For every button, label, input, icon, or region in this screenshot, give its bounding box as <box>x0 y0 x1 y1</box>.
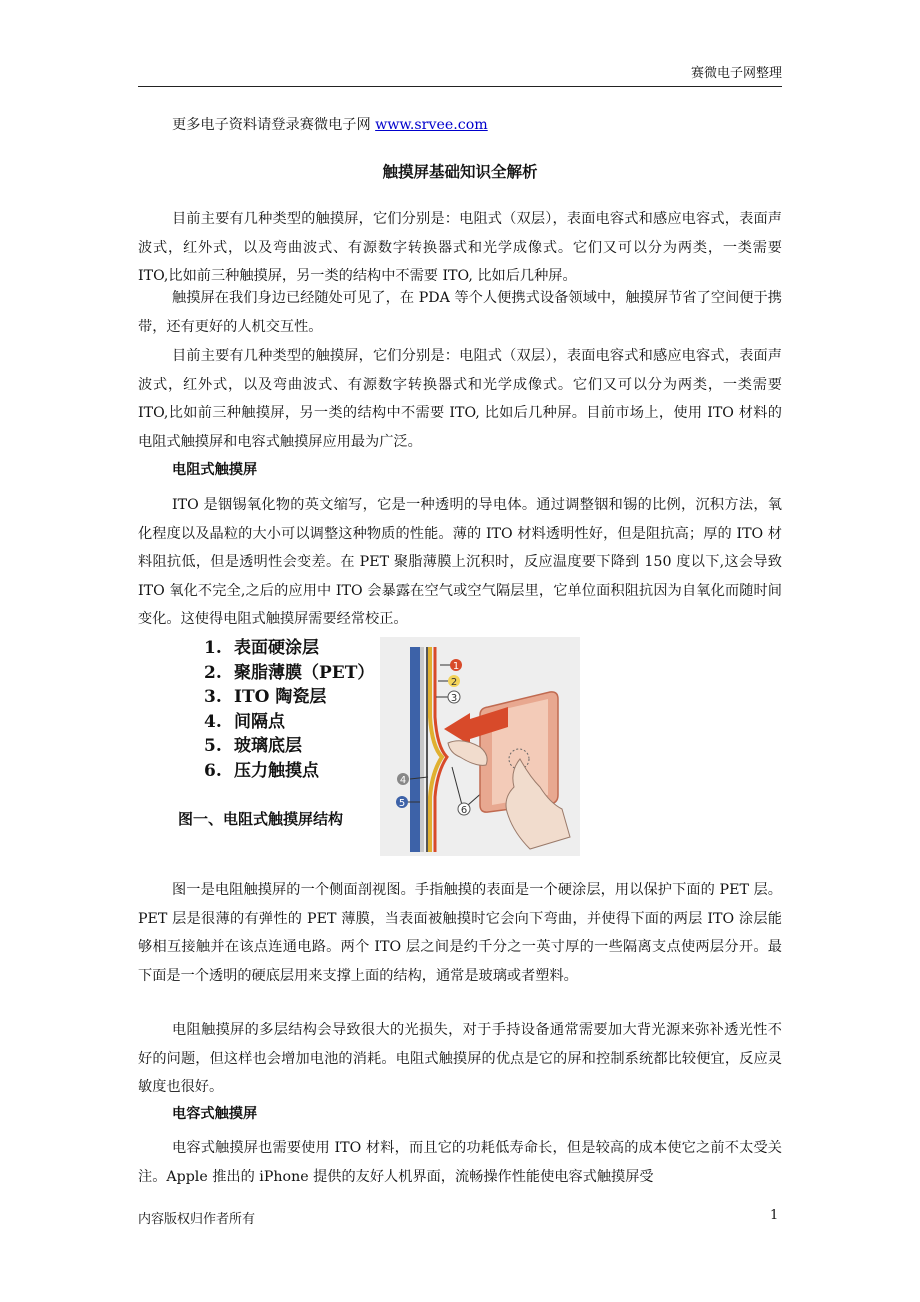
heading-resistive: 电阻式触摸屏 <box>172 462 258 478</box>
svg-text:4: 4 <box>399 775 407 786</box>
intro-text: 更多电子资料请登录赛微电子网 <box>172 117 376 133</box>
layer-item: 2. 聚脂薄膜（PET） <box>204 662 375 683</box>
figure-caption: 图一、电阻式触摸屏结构 <box>178 810 344 828</box>
intro-line <box>172 114 488 136</box>
paragraph-6: 电阻触摸屏的多层结构会导致很大的光损失，对于手持设备通常需要加大背光源来弥补透光性不好的问题，但这样也会增加电池的消耗。电阻式触摸屏的优点是它的屏和控制系统都比较便宜，反应灵敏度也很好。 <box>138 1022 782 1095</box>
paragraph-5: 图一是电阻触摸屏的一个侧面剖视图。手指触摸的表面是一个硬涂层，用以保护下面的 PET 层。PET 层是很薄的有弹性的 PET 薄膜，当表面被触摸时它会向下弯曲，并使得下面的两层 ITO 涂层能够相互接触并在该点连通电路。两个 ITO 层之间是约千分之一英寸厚的一些隔离支点使两层分开。最下面是一个透明的硬底层用来支撑上面的结构，通常是玻璃或者塑料。 <box>138 882 782 984</box>
website-link[interactable]: www.srvee.com <box>375 117 488 133</box>
paragraph-7: 电容式触摸屏也需要使用 ITO 材料，而且它的功耗低寿命长，但是较高的成本使它之前不太受关注。Apple 推出的 iPhone 提供的友好人机界面，流畅操作性能使电容式触摸屏受 <box>138 1140 782 1185</box>
svg-text:2: 2 <box>450 677 458 688</box>
svg-text:5: 5 <box>398 798 406 809</box>
layer-item: 4. 间隔点 <box>204 711 285 732</box>
page-title: 触摸屏基础知识全解析 <box>382 163 538 181</box>
layer-item: 3. ITO 陶瓷层 <box>204 687 327 707</box>
heading-capacitive: 电容式触摸屏 <box>172 1106 258 1122</box>
footer-copyright: 内容版权归作者所有 <box>138 1212 256 1227</box>
page-header: 赛微电子网整理 <box>138 62 782 87</box>
layer-item: 5. 玻璃底层 <box>204 736 302 756</box>
svg-text:6: 6 <box>460 805 468 816</box>
svg-text:3: 3 <box>450 693 458 704</box>
figure-1 <box>178 632 582 856</box>
glass-layer <box>410 647 420 852</box>
layer-item: 6. 压力触摸点 <box>204 760 319 781</box>
touchscreen-layers-diagram <box>380 637 580 856</box>
page-number: 1 <box>770 1208 779 1223</box>
layer-item: 1. 表面硬涂层 <box>204 638 319 658</box>
svg-text:1: 1 <box>452 661 460 672</box>
paragraph-3: 目前主要有几种类型的触摸屏，它们分别是：电阻式（双层），表面电容式和感应电容式，表面声波式，红外式，以及弯曲波式、有源数字转换器式和光学成像式。它们又可以分为两类，一类需要 ITO,比如前三种触摸屏，另一类的结构中不需要 ITO, 比如后几种屏。目前市场上，使用 ITO 材料的电阻式触摸屏和电容式触摸屏应用最为广泛。 <box>138 348 782 450</box>
paragraph-2: 触摸屏在我们身边已经随处可见了，在 PDA 等个人便携式设备领域中，触摸屏节省了空间便于携带，还有更好的人机交互性。 <box>138 290 782 335</box>
paragraph-4: ITO 是铟锡氧化物的英文缩写，它是一种透明的导电体。通过调整铟和锡的比例，沉积方法，氧化程度以及晶粒的大小可以调整这种物质的性能。薄的 ITO 材料透明性好，但是阻抗高；厚的 ITO 材料阻抗低，但是透明性会变差。在 PET 聚脂薄膜上沉积时，反应温度要下降到 150 度以下,这会导致 ITO 氧化不完全,之后的应用中 ITO 会暴露在空气或空气隔层里，它单位面积阻抗因为自氧化而随时间变化。这使得电阻式触摸屏需要经常校正。 <box>138 497 782 627</box>
paragraph-1: 目前主要有几种类型的触摸屏，它们分别是：电阻式（双层），表面电容式和感应电容式，表面声波式，红外式，以及弯曲波式、有源数字转换器式和光学成像式。它们又可以分为两类，一类需要 ITO,比如前三种触摸屏，另一类的结构中不需要 ITO, 比如后几种屏。 <box>138 211 782 284</box>
layer-list <box>204 636 374 783</box>
